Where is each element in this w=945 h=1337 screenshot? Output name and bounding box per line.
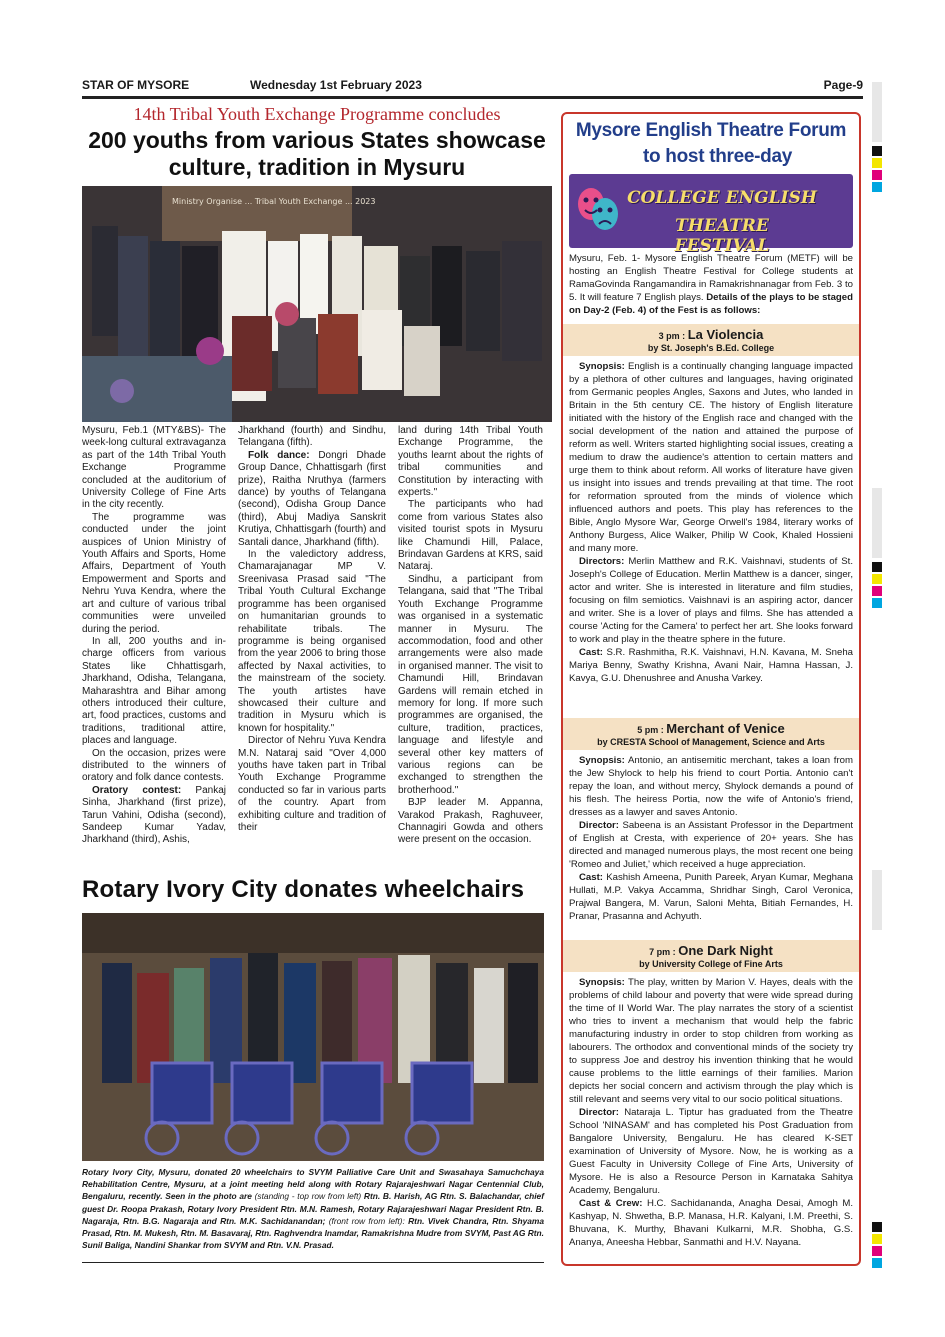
registration-marks — [872, 146, 882, 194]
intro-bold: Details of the plays to be staged on Day-2 (Feb. 4) of the Fest is as follows: — [569, 292, 853, 316]
para-text: Nataraja L. Tiptur has graduated from the Theatre School 'NINASAM' and has completed his Post Graduation from Bangalore University, Bengaluru. He has cleared K-SET examination of University of Mysore. Now, he is working as a Guest Faculty in University College of Fine Arts, University of Mysore. He is also a Resource Person in Karnataka Sahitya Academy, Bengaluru. — [569, 1107, 853, 1196]
header-rule — [82, 96, 863, 99]
play-para — [569, 360, 853, 555]
story1-para: Director of Nehru Yuva Kendra M.N. Nataraj said "Over 4,000 youths have taken part in Tribal Youth Exchange Programme conducted so far in various parts of the country. Apart from exhibiting culture and tradition of their — [238, 735, 386, 833]
play-details — [569, 360, 853, 685]
intro-text: Mysuru, Feb. 1- Mysore English Theatre Forum (METF) will be hosting an English Theatre Festival for College students at RamaGovinda Rangamandira in Ramakrishnanagar from Feb. 3 to 5. It will feature 7 English plays. — [569, 253, 853, 303]
caption-part: Rtn. Vivek Chandra, Rtn. Shyama Prasad, Rtn. M. Mukesh, Rtn. M. Basavaraj, Rtn. Raghvendra Inamdar, Ramakrishna Mudre from SVYM, Past AG Rtn. Sunil Baliga, Nandini Shankar from SVYM and Rtn. V.N. Prasad. — [82, 1215, 544, 1251]
folk-text: Dongri Dhade Group Dance, Chhattisgarh (first prize), Raitha Nruthya (farmers dance) by youths of Telangana (second), Odisha Group Dance (third), Abuj Madiya Sanskrit Krutiya, Chhattisgarh (fourth) and Santali dance, Jharkhand (fifth). — [238, 449, 386, 548]
story1-para: Sindhu, a participant from Telangana, said that "The Tribal Youth Exchange Programme was organised in a systematic manner in Mysuru. The accommodation, food and other arrangements were also made in organised manner. The visit to Chamundi Hill, Brindavan Gardens will remain etched in memory for long. If more such programmes are organised, the culture, tradition, practices, language and lifestyle and several other key matters of various regions can be exchanged to strengthen the brotherhood." — [398, 573, 543, 796]
para-text: English is a continually changing language impacted by a plethora of other cultures and languages, having originated from Germanic peoples Angles, Saxons and Jutes, who landed in Britain in the 5th century CE. The history of English literature initiated with the history of the English race and changed with the social development of the nation and attained the purpose of reform as well. Writers started highlighting social issues, creating a medium to draw the audience's attention to certain matters and urge them to think about reform. All works of literature have given us insight into issues and trends prevailing at that time. The root for reformation sprouted from the minds of violence which influenced authors and poets. This play has references to the Bible, Anglo Mysore War, George Orwell's 1984, literary works of Anthony Burgess, Alice Walker, Philip W Cook, Khaled Hossieni and many more. — [569, 361, 853, 554]
play-by: by CRESTA School of Management, Science and Arts — [597, 737, 825, 747]
story1-column-2 — [238, 425, 386, 834]
play-para — [569, 819, 853, 871]
play-para — [569, 871, 853, 923]
play-para — [569, 1106, 853, 1197]
page-header — [82, 78, 863, 94]
caption-rule — [82, 1262, 544, 1263]
play-details — [569, 976, 853, 1249]
para-text: Merlin Matthew and R.K. Vaishnavi, students of St. Joseph's College of Education. Merlin Matthew is a dancer, singer, actor and writer. She is interested in literature and film studies, focusing on film semiotics. Vaishnavi is an aspiring actor, dancer and writer. She is a lover of plays and films. She has attended a course 'Acting for the Camera' to perfect her art. She looks forward to work and play in the theatre sphere in the future. — [569, 556, 853, 645]
theatre-masks-icon — [573, 180, 623, 240]
print-strip — [872, 82, 882, 142]
story1-para — [238, 450, 386, 549]
banner-line-2: THEATRE FESTIVAL — [674, 216, 770, 256]
sidebar-title-1: Mysore English Theatre Forum — [575, 120, 847, 141]
para-label: Director: — [579, 820, 619, 831]
play-para — [569, 555, 853, 646]
play-by: by University College of Fine Arts — [639, 959, 783, 969]
issue-date: Wednesday 1st February 2023 — [250, 78, 422, 92]
play-title: Merchant of Venice — [666, 721, 785, 736]
folk-label: Folk dance: — [248, 449, 310, 461]
oratory-text: Pankaj Sinha, Jharkhand (first prize), Tarun Vahini, Odisha (second), Sandeep Kumar Yadav, Jharkhand (third), Ashis, — [82, 784, 226, 846]
story2-headline: Rotary Ivory City donates wheelchairs — [82, 876, 525, 903]
story1-column-1 — [82, 425, 226, 847]
print-strip — [872, 488, 882, 558]
story1-headline: 200 youths from various States showcase culture, tradition in Mysuru — [88, 127, 546, 180]
para-text: H.C. Sachidananda, Anagha Desai, Amogh M. Kashyap, N. Shwetha, B.P. Manasa, H.R. Kalyani, I.M. Preethi, S. Bhuvana, K. Murthy, Bhavani Kulkarni, M.R. Shobha, G.S. Ananya, Aneesha Hebbar, Sanmathi and H.V. Nayana. — [569, 1198, 854, 1248]
festival-banner — [569, 174, 853, 256]
play-para — [569, 754, 853, 819]
tribal-youth-photo — [82, 186, 552, 422]
play-by: by St. Joseph's B.Ed. College — [647, 343, 775, 353]
wheelchair-photo — [82, 913, 544, 1161]
story1-para: Mysuru, Feb.1 (MTY&BS)- The week-long cultural extravaganza as part of the 14th Tribal Youth Exchange Programme concluded at the auditorium of University College of Fine Arts in the city recently. — [82, 425, 226, 511]
banner-line-1: COLLEGE ENGLISH — [627, 188, 817, 208]
para-label: Cast & Crew: — [579, 1198, 643, 1209]
play-time: 7 pm : — [649, 947, 676, 957]
play-para — [569, 1197, 853, 1249]
story1-para: In the valedictory address, Chamarajanagar MP V. Sreenivasa Prasad said "The Tribal Youth Cultural Exchange programme has been organised on humanitarian grounds to rehabilitate tribals. The programme is being organised from the year 2006 to bring those affected by Naxal activities, to the mainstream of the society. The youth artistes have showcased their culture and tradition in Mysuru which is known for hospitality." — [238, 549, 386, 734]
story1-para: The participants who had come from various States also visited tourist spots in Mysuru like Chamundi Hill, Palace, Brindavan Gardens at KRS, said Nataraj. — [398, 499, 543, 573]
play-header — [563, 324, 859, 356]
print-strip — [872, 870, 882, 930]
story1-para: On the occasion, prizes were distributed to the winners of oratory and folk dance contests. — [82, 747, 226, 784]
registration-marks — [872, 562, 882, 610]
story1-para — [82, 785, 226, 847]
oratory-label: Oratory contest: — [92, 784, 182, 796]
para-text: The play, written by Marion V. Hayes, deals with the problems of child labour and poverty that were wide spread during the time of II World War. The play narrates the story of a scientist who tries to invent a mechanism that would help the fabric manufacturing industry in order to stop children from working as labourers. The orthodox and conventional minds of the society try to suppress Joe and destroy his invention thinking that he would cause problems to the little earnings of their families. Marion depicts her social concern and activism through the play which is still relevant and seems very vital to our socio political situations. — [569, 977, 853, 1105]
play-header — [563, 718, 859, 750]
sidebar-title-2: to host three-day — [643, 146, 793, 167]
story1-para: Jharkhand (fourth) and Sindhu, Telangana (fifth). — [238, 425, 386, 449]
story1-para: BJP leader M. Appanna, Varakod Prakash, Raghuveer, Channagiri Gowda and others were present on the occasion. — [398, 797, 543, 846]
story1-column-3 — [398, 425, 543, 847]
caption-part: (front row from left): — [328, 1215, 405, 1226]
para-text: Sabeena is an Assistant Professor in the Department of English at Cresta, with experience of 20+ years. She has directed and managed numerous plays, the most recent one being 'Romeo and Juliet,' which received a huge appreciation. — [569, 820, 853, 870]
play-header — [563, 940, 859, 972]
play-title: One Dark Night — [678, 943, 773, 958]
caption-part: Rtn. B. Harish, AG Rtn. S. Balachandar, chief guest Dr. Roopa Prakash, Rotary Ivory President Rtn. M.N. Ramesh, Rotary Rajarajeshwari Nagar President Rtn. B. Nagaraja, Rtn. B.G. Nagaraja and Rtn. M.K. Sachidanandan; — [82, 1191, 544, 1226]
para-text: S.R. Rashmitha, R.K. Vaishnavi, H.N. Kavana, M. Sneha Mariya Benny, Swathy Krishna, Avani Nair, Hamna Hassan, J. Kavya, G.U. Dhenushree and Anusha Varkey. — [569, 647, 853, 684]
story1-para: land during 14th Tribal Youth Exchange Programme, the youths learnt about the rights of tribal communities and Constitution by interacting with experts." — [398, 425, 543, 499]
wheelchair-caption — [82, 1166, 544, 1251]
para-label: Cast: — [579, 647, 603, 658]
photo-banner-text: Ministry Organise ... Tribal Youth Exchange ... 2023 — [172, 197, 376, 206]
story1-kicker: 14th Tribal Youth Exchange Programme concludes — [133, 104, 501, 124]
page-number: Page-9 — [823, 78, 863, 92]
play-para — [569, 646, 853, 685]
caption-part: Rotary Ivory City, Mysuru, donated 20 wheelchairs to SVYM Palliative Care Unit and Swasahaya Samuchchaya Rehabilitation Centre, Mysuru, at a joint meeting held along with Rotary Rajarajeshwari Nagar Centennial Club, Bengaluru, recently. Seen in the photo are — [82, 1167, 544, 1202]
para-label: Directors: — [579, 556, 625, 567]
para-label: Synopsis: — [579, 361, 625, 372]
registration-marks — [872, 1222, 882, 1270]
play-para — [569, 976, 853, 1106]
newspaper-name: STAR OF MYSORE — [82, 78, 190, 92]
play-time: 3 pm : — [658, 331, 686, 341]
story1-para: The programme was conducted under the joint auspices of Union Ministry of Youth Affairs and Sports, Home Affairs, Department of Youth Empowerment and Sports and Nehru Yuva Kendra, where the art and culture of various tribal communities were unveiled during the period. — [82, 511, 226, 635]
para-text: Kashish Ameena, Punith Pareek, Aryan Kumar, Meghana Hullati, M.P. Vakya Accamma, Shridhar Singh, Carol Veronica, Prajwal Bangera, M. Varun, Saloni Mehta, Bitiah Fernandes, H. Pranar, Prasanna and Achyuth. — [569, 872, 854, 922]
caption-part: (standing - top row from left) — [254, 1191, 362, 1202]
play-details — [569, 754, 853, 923]
sidebar-intro — [569, 252, 853, 317]
story1-para: In all, 200 youths and in-charge officers from various States like Chhattisgarh, Jharkhand, Odisha, Telangana, Maharashtra and Bihar among others introduced their culture, art, food practices, customs and traditions, traditional attire, places and language. — [82, 635, 226, 747]
play-title: La Violencia — [687, 327, 764, 342]
para-label: Cast: — [579, 872, 603, 883]
para-label: Synopsis: — [579, 977, 625, 988]
para-text: Antonio, an antisemitic merchant, takes a loan from the Jew Shylock to help his friend to court Portia. Antonio can't repay the loan, and without mercy, Shylock demands a pound of his flesh. The heiress Portia, now the wife of Antonio's friend, dresses as a lawyer and saves Antonio. — [569, 755, 853, 818]
para-label: Synopsis: — [579, 755, 625, 766]
para-label: Director: — [579, 1107, 619, 1118]
theatre-festival-box — [561, 112, 861, 1266]
play-time: 5 pm : — [637, 725, 664, 735]
